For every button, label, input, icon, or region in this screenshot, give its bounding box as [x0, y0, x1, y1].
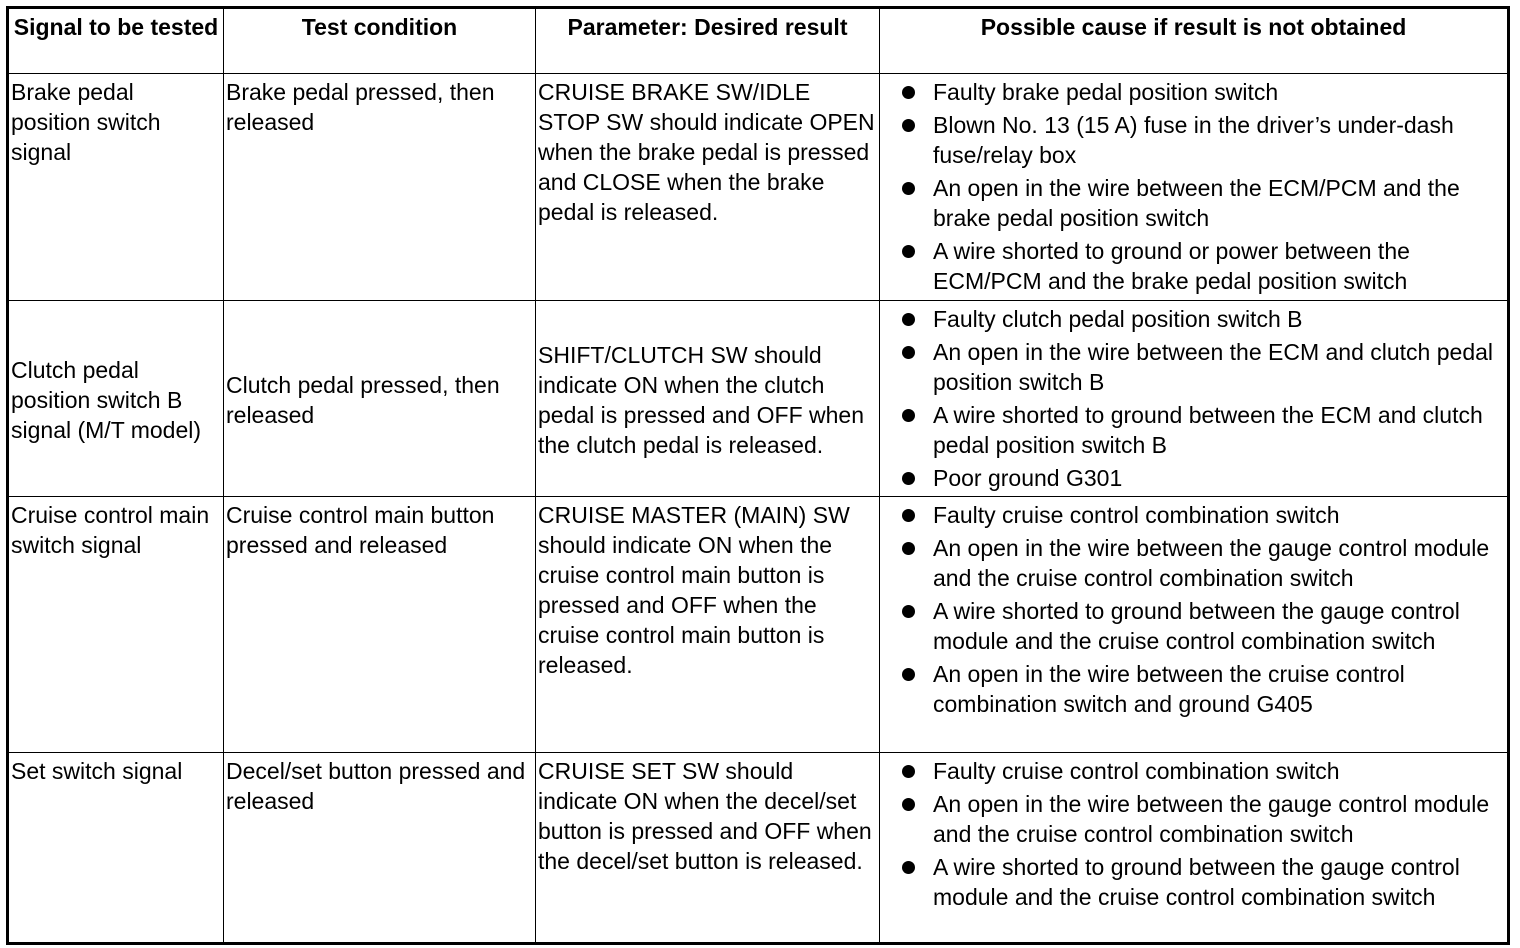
cause-cell	[880, 753, 1509, 944]
cause-text: A wire shorted to ground between the gauge control module and the cruise control combination switch	[933, 854, 1460, 910]
cause-item	[898, 77, 1503, 107]
parameter-cell: CRUISE BRAKE SW/IDLE STOP SW should indicate OPEN when the brake pedal is pressed and CLOSE when the brake pedal is released.	[536, 74, 880, 301]
bullet-icon	[902, 605, 915, 618]
cause-text: Poor ground G301	[933, 465, 1123, 491]
bullet-icon	[902, 182, 915, 195]
cause-text: Faulty cruise control combination switch	[933, 758, 1340, 784]
cause-text: Faulty clutch pedal position switch B	[933, 306, 1303, 332]
header-cause: Possible cause if result is not obtained	[880, 8, 1509, 74]
cause-item	[898, 337, 1503, 397]
header-condition: Test condition	[224, 8, 536, 74]
cause-text: An open in the wire between the gauge control module and the cruise control combination switch	[933, 791, 1490, 847]
cause-text: A wire shorted to ground between the ECM and clutch pedal position switch B	[933, 402, 1483, 458]
bullet-icon	[902, 668, 915, 681]
cause-text: An open in the wire between the gauge control module and the cruise control combination switch	[933, 535, 1490, 591]
cause-list	[898, 304, 1503, 493]
cause-text: An open in the wire between the ECM and clutch pedal position switch B	[933, 339, 1494, 395]
bullet-icon	[902, 409, 915, 422]
signal-cell: Clutch pedal position switch B signal (M/T model)	[8, 301, 224, 497]
table-row	[8, 74, 1509, 301]
header-signal: Signal to be tested	[8, 8, 224, 74]
cause-item	[898, 400, 1503, 460]
bullet-icon	[902, 765, 915, 778]
cause-text: Faulty brake pedal position switch	[933, 79, 1279, 105]
bullet-icon	[902, 346, 915, 359]
bullet-icon	[902, 119, 915, 132]
signal-cell: Set switch signal	[8, 753, 224, 944]
bullet-icon	[902, 798, 915, 811]
diagnostic-table	[6, 6, 1510, 945]
bullet-icon	[902, 861, 915, 874]
table-row	[8, 497, 1509, 753]
parameter-cell: CRUISE MASTER (MAIN) SW should indicate ON when the cruise control main button is pressed and OFF when the cruise control main button is released.	[536, 497, 880, 753]
bullet-icon	[902, 245, 915, 258]
cause-item	[898, 533, 1503, 593]
cause-item	[898, 173, 1503, 233]
cause-list	[898, 756, 1503, 912]
header-parameter: Parameter: Desired result	[536, 8, 880, 74]
bullet-icon	[902, 86, 915, 99]
signal-cell: Brake pedal position switch signal	[8, 74, 224, 301]
cause-item	[898, 500, 1503, 530]
condition-cell: Clutch pedal pressed, then released	[224, 301, 536, 497]
bullet-icon	[902, 472, 915, 485]
bullet-icon	[902, 509, 915, 522]
condition-cell: Brake pedal pressed, then released	[224, 74, 536, 301]
cause-item	[898, 110, 1503, 170]
condition-cell: Decel/set button pressed and released	[224, 753, 536, 944]
parameter-cell: CRUISE SET SW should indicate ON when the decel/set button is pressed and OFF when the decel/set button is released.	[536, 753, 880, 944]
cause-item	[898, 659, 1503, 719]
cause-item	[898, 236, 1503, 296]
bullet-icon	[902, 542, 915, 555]
cause-item	[898, 596, 1503, 656]
cause-item	[898, 304, 1503, 334]
cause-text: A wire shorted to ground between the gauge control module and the cruise control combination switch	[933, 598, 1460, 654]
cause-item	[898, 756, 1503, 786]
cause-cell	[880, 74, 1509, 301]
cause-list	[898, 77, 1503, 296]
header-row	[8, 8, 1509, 74]
cause-text: A wire shorted to ground or power between the ECM/PCM and the brake pedal position switch	[933, 238, 1410, 294]
cause-cell	[880, 301, 1509, 497]
cause-text: An open in the wire between the cruise control combination switch and ground G405	[933, 661, 1405, 717]
cause-item	[898, 852, 1503, 912]
cause-cell	[880, 497, 1509, 753]
condition-cell: Cruise control main button pressed and released	[224, 497, 536, 753]
cause-text: An open in the wire between the ECM/PCM and the brake pedal position switch	[933, 175, 1460, 231]
cause-text: Blown No. 13 (15 A) fuse in the driver’s under-dash fuse/relay box	[933, 112, 1454, 168]
parameter-cell: SHIFT/CLUTCH SW should indicate ON when the clutch pedal is pressed and OFF when the clutch pedal is released.	[536, 301, 880, 497]
table-row	[8, 301, 1509, 497]
cause-item	[898, 463, 1503, 493]
bullet-icon	[902, 313, 915, 326]
cause-item	[898, 789, 1503, 849]
signal-cell: Cruise control main switch signal	[8, 497, 224, 753]
cause-text: Faulty cruise control combination switch	[933, 502, 1340, 528]
cause-list	[898, 500, 1503, 719]
table-row	[8, 753, 1509, 944]
